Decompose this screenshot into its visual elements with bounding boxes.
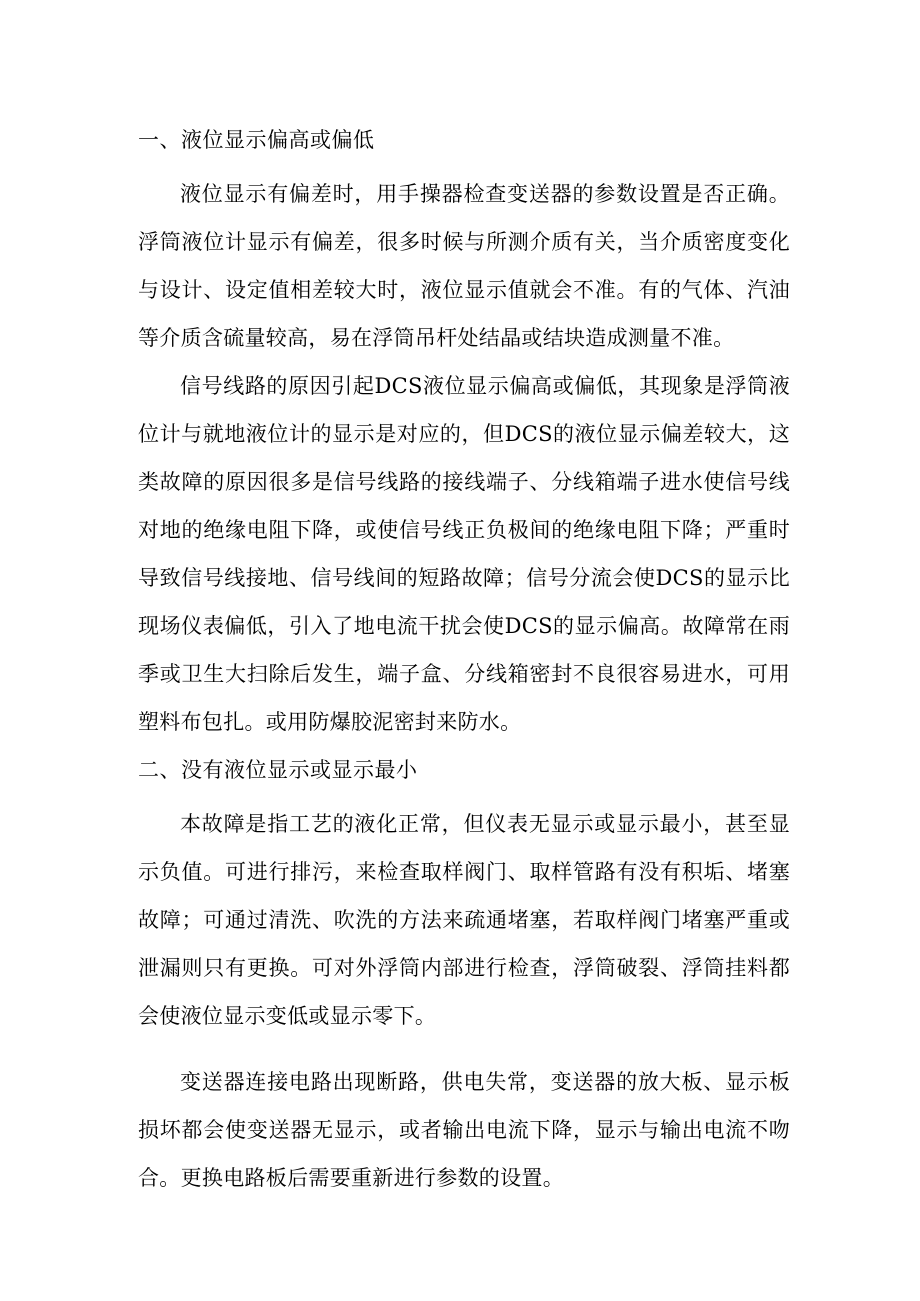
section-2-paragraph-1: 本故障是指工艺的液化正常，但仪表无显示或显示最小，甚至显示负值。可进行排污，来检查取样阀门、取样管路有没有积垢、堵塞故障；可通过清洗、吹洗的方法来疏通堵塞，若取样阀门堵塞严重或泄漏则只有更换。可对外浮筒内部进行检查，浮筒破裂、浮筒挂料都会使液位显示变低或显示零下。 — [138, 812, 790, 1028]
document-body — [138, 122, 790, 1202]
section-2-heading: 二、没有液位显示或显示最小 — [138, 758, 418, 782]
section-1-paragraph-2: 信号线路的原因引起DCS液位显示偏高或偏低，其现象是浮筒液位计与就地液位计的显示是对应的，但DCS的液位显示偏差较大，这类故障的原因很多是信号线路的接线端子、分线箱端子进水使信号线对地的绝缘电阻下降，或使信号线正负极间的绝缘电阻下降；严重时导致信号线接地、信号线间的短路故障；信号分流会使DCS的显示比现场仪表偏低，引入了地电流干扰会使DCS的显示偏高。故障常在雨季或卫生大扫除后发生，端子盒、分线箱密封不良很容易进水，可用塑料布包扎。或用防爆胶泥密封来防水。 — [138, 374, 790, 734]
section-1-heading: 一、液位显示偏高或偏低 — [138, 128, 375, 152]
section-1-paragraph-1: 液位显示有偏差时，用手操器检查变送器的参数设置是否正确。浮筒液位计显示有偏差，很多时候与所测介质有关，当介质密度变化与设计、设定值相差较大时，液位显示值就会不准。有的气体、汽油等介质含硫量较高，易在浮筒吊杆处结晶或结块造成测量不准。 — [138, 182, 790, 350]
section-2-paragraph-2: 变送器连接电路出现断路，供电失常，变送器的放大板、显示板损坏都会使变送器无显示，或者输出电流下降，显示与输出电流不吻合。更换电路板后需要重新进行参数的设置。 — [138, 1070, 790, 1190]
